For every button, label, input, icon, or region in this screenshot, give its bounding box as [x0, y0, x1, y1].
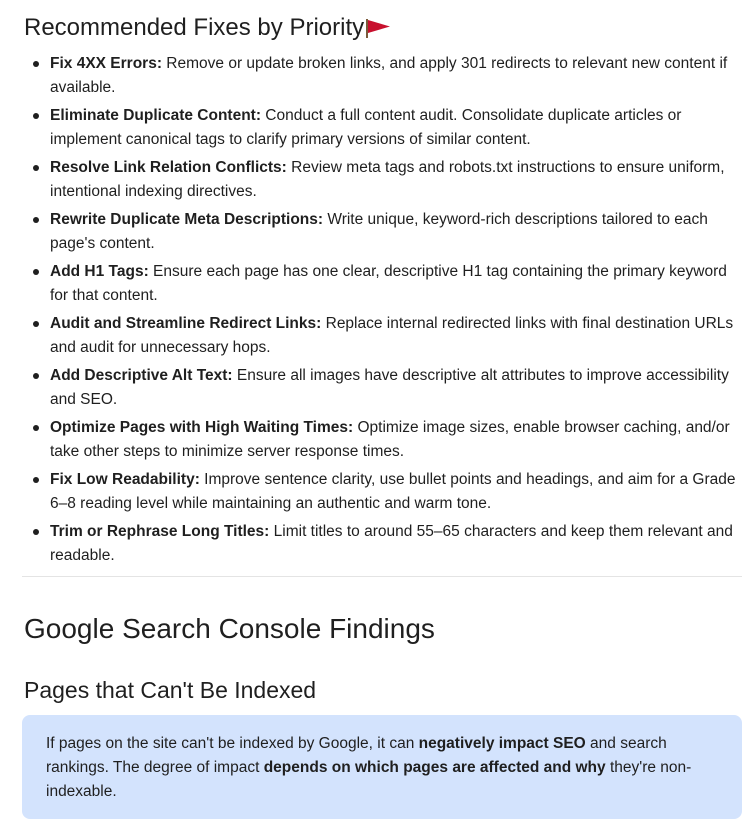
bullet-icon [33, 269, 39, 275]
recommended-fixes-list [24, 52, 736, 572]
fix-item [24, 104, 736, 152]
bullet-icon [33, 425, 39, 431]
non-indexable-subheading: Pages that Can't Be Indexed [24, 677, 317, 703]
fix-description: Ensure each page has one clear, descriptive H1 tag containing the primary keyword for that content. [50, 263, 727, 304]
bullet-icon [33, 373, 39, 379]
info-callout [22, 715, 742, 819]
callout-text: If pages on the site can't be indexed by Google, it can [46, 735, 419, 752]
fix-title: Fix Low Readability: [50, 471, 200, 488]
fix-item [24, 208, 736, 256]
fix-description: Improve sentence clarity, use bullet points and headings, and aim for a Grade 6–8 reading level while maintaining an authentic and warm tone. [50, 471, 736, 512]
red-flag-icon [365, 15, 391, 47]
fix-title: Resolve Link Relation Conflicts: [50, 159, 287, 176]
bullet-icon [33, 113, 39, 119]
fix-description: Limit titles to around 55–65 characters and keep them relevant and readable. [50, 523, 733, 564]
fix-title: Eliminate Duplicate Content: [50, 107, 261, 124]
fix-description: Optimize image sizes, enable browser caching, and/or take other steps to minimize server response times. [50, 419, 730, 460]
callout-emphasis: negatively impact SEO [418, 735, 586, 752]
fix-item [24, 364, 736, 412]
callout-emphasis: depends on which pages are affected and why [263, 759, 606, 776]
callout-text: and search rankings. The degree of impact [46, 735, 667, 776]
bullet-icon [33, 321, 39, 327]
bullet-icon [33, 61, 39, 67]
fix-description: Review meta tags and robots.txt instructions to ensure uniform, intentional indexing directives. [50, 159, 725, 200]
fix-title: Optimize Pages with High Waiting Times: [50, 419, 354, 436]
fix-item [24, 260, 736, 308]
fix-title: Add H1 Tags: [50, 263, 149, 280]
gsc-heading: Google Search Console Findings [24, 613, 435, 644]
fixes-heading [24, 12, 391, 47]
fix-description: Conduct a full content audit. Consolidate duplicate articles or implement canonical tags to clarify primary versions of similar content. [50, 107, 682, 148]
fix-item [24, 520, 736, 568]
fix-title: Rewrite Duplicate Meta Descriptions: [50, 211, 324, 228]
callout-text: they're non-indexable. [46, 759, 692, 800]
bullet-icon [33, 477, 39, 483]
bullet-icon [33, 217, 39, 223]
fix-description: Replace internal redirected links with final destination URLs and audit for unnecessary hops. [50, 315, 734, 356]
fixes-heading-text: Recommended Fixes by Priority [24, 14, 365, 41]
fix-item [24, 416, 736, 464]
fix-item [24, 312, 736, 360]
fix-description: Write unique, keyword-rich descriptions tailored to each page's content. [50, 211, 708, 252]
fix-item [24, 52, 736, 100]
fix-title: Fix 4XX Errors: [50, 55, 162, 72]
bullet-icon [33, 165, 39, 171]
fix-item [24, 156, 736, 204]
section-divider [22, 576, 742, 577]
fix-item [24, 468, 736, 516]
bullet-icon [33, 529, 39, 535]
fix-description: Remove or update broken links, and apply 301 redirects to relevant new content if available. [50, 55, 728, 96]
fix-title: Add Descriptive Alt Text: [50, 367, 233, 384]
fix-description: Ensure all images have descriptive alt attributes to improve accessibility and SEO. [50, 367, 729, 408]
fix-title: Trim or Rephrase Long Titles: [50, 523, 270, 540]
fix-title: Audit and Streamline Redirect Links: [50, 315, 322, 332]
